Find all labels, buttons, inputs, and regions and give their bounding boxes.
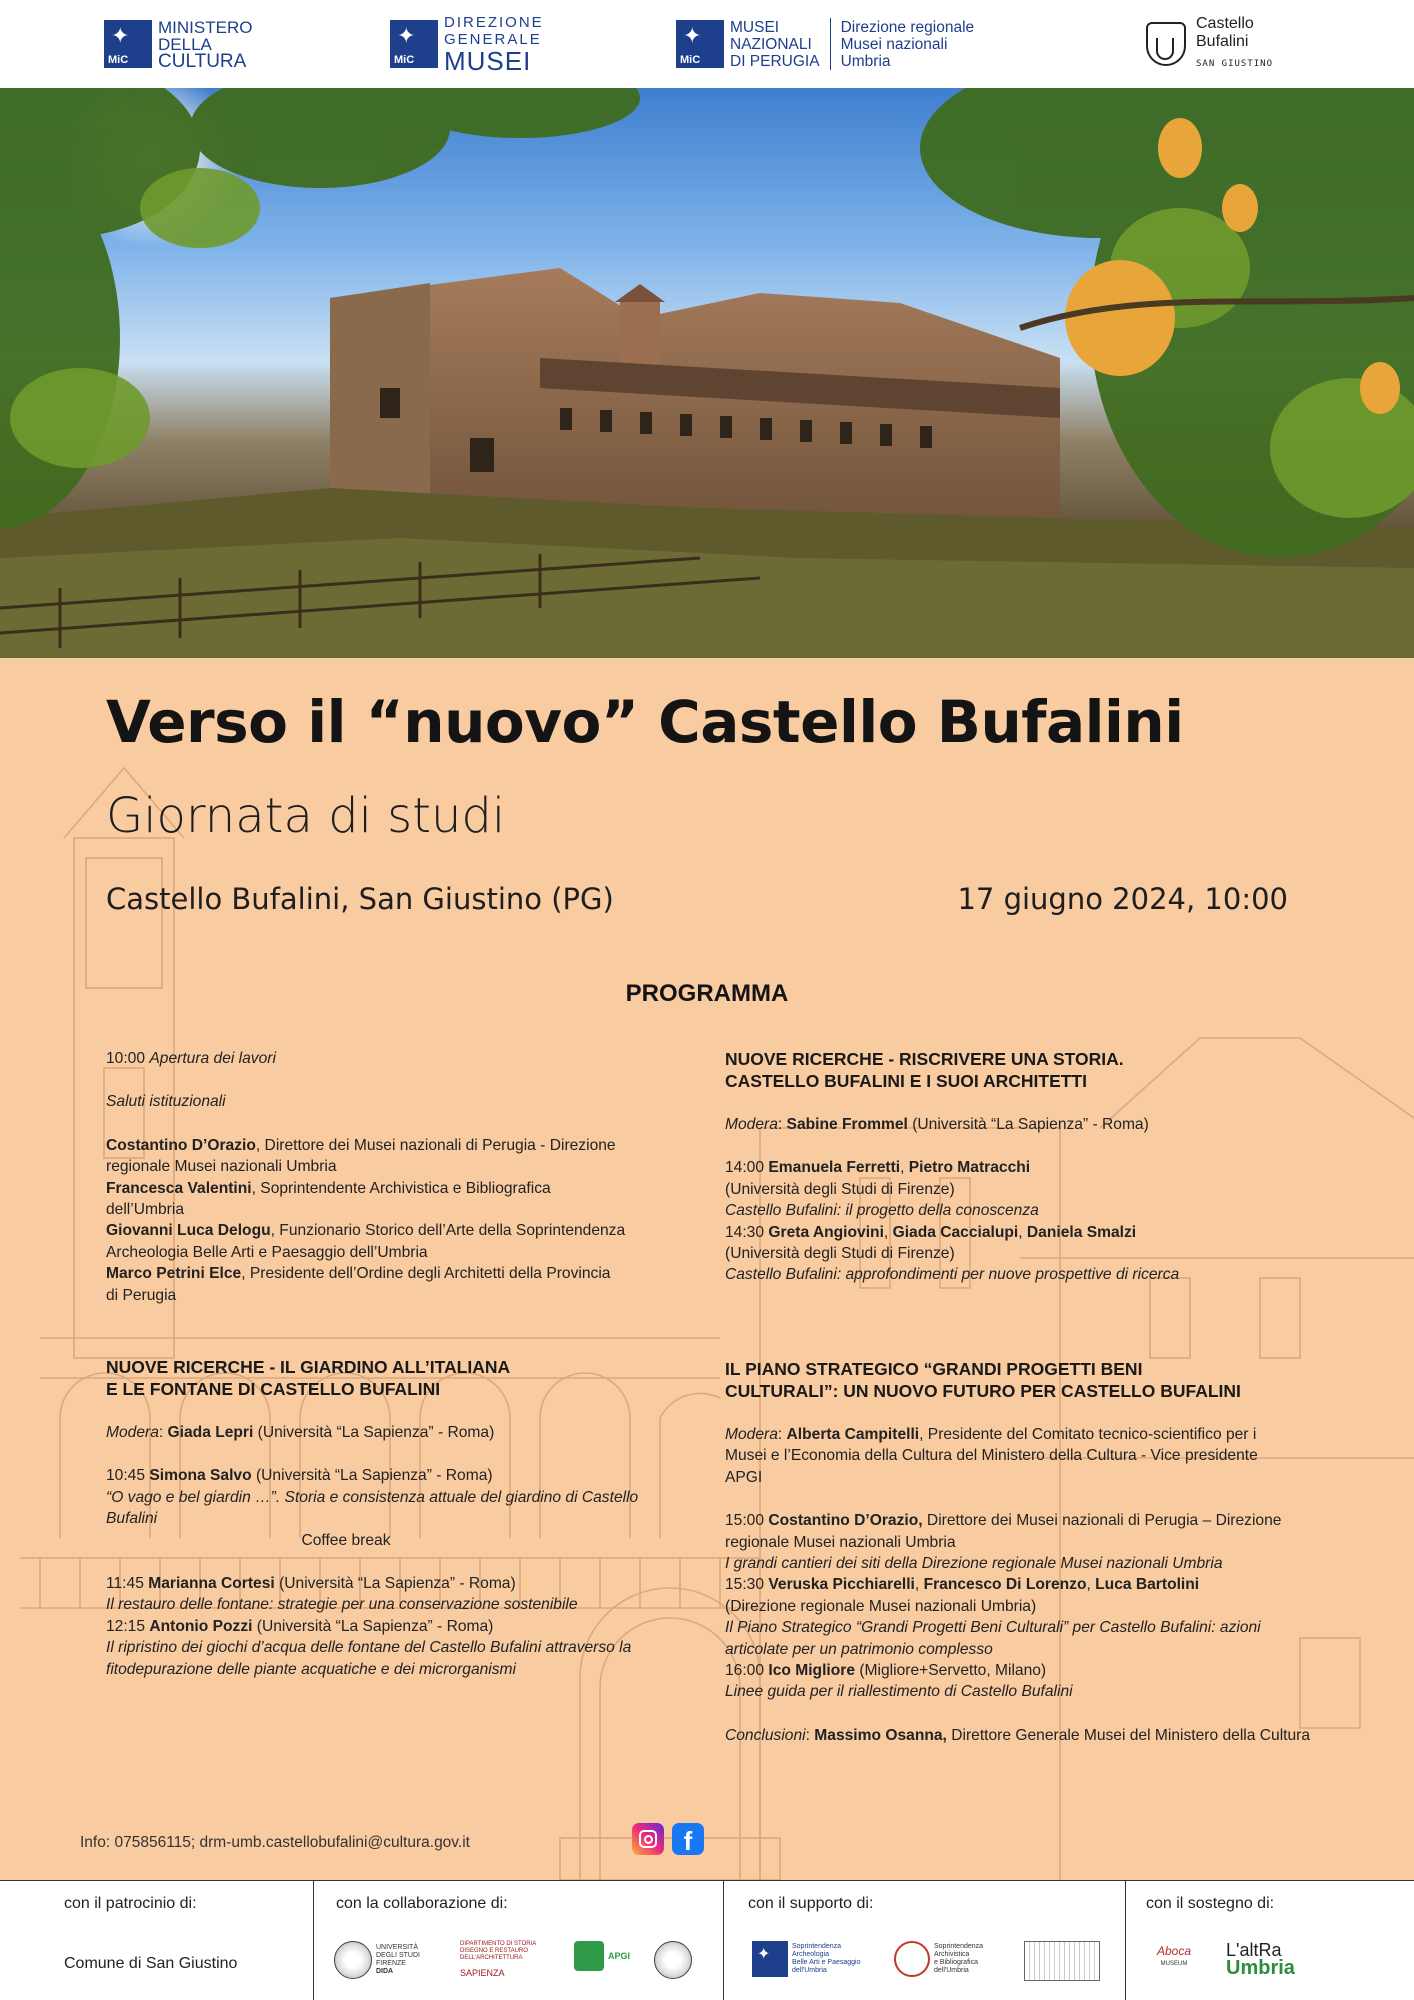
soprintendenza-ab-logo: Soprintendenza Archivistica e Bibliografica dell'Umbria xyxy=(894,1941,983,1977)
talk-title: “O vago e bel giardin …”. Storia e consistenza attuale del giardino di Castello Bufalini xyxy=(106,1488,639,1528)
apgi-logo: APGI xyxy=(574,1941,630,1971)
aboca-logo: Aboca MUSEUM xyxy=(1156,1944,1192,1967)
talk-title: Il Piano Strategico “Grandi Progetti Beni Culturali” per Castello Bufalini: azioni articolate per un patrimonio complesso xyxy=(725,1619,1261,1658)
sapienza-logo: DIPARTIMENTO DI STORIA DISEGNO E RESTAURO DELL'ARCHITETTURA SAPIENZA xyxy=(460,1941,537,1978)
direzione-musei-logo: ✦ MiC DIREZIONE GENERALE MUSEI xyxy=(390,14,544,74)
crest-icon xyxy=(654,1941,692,1979)
talk-item: 15:30 Veruska Picchiarelli, Francesco Di Lorenzo, Luca Bartolini xyxy=(725,1576,1200,1594)
section-title: NUOVE RICERCHE - RISCRIVERE UNA STORIA. xyxy=(725,1049,1124,1069)
section-title: NUOVE RICERCHE - IL GIARDINO ALL’ITALIANA xyxy=(106,1357,511,1377)
sponsors-footer xyxy=(0,1880,1414,2000)
apgi-mark-icon xyxy=(574,1941,604,1971)
opening-line: 10:00 Apertura dei lavori xyxy=(106,1050,276,1067)
mic-star-icon: ✦ MiC xyxy=(390,20,438,68)
castello-emblem-icon xyxy=(1146,22,1186,66)
mic-star-icon: ✦ xyxy=(752,1941,788,1977)
mic-star-icon: ✦ MiC xyxy=(676,20,724,68)
talk-title: Castello Bufalini: approfondimenti per nuove prospettive di ricerca xyxy=(725,1266,1180,1284)
event-subtitle: Giornata di studi xyxy=(106,788,506,844)
speaker-item: Giovanni Luca Delogu, Funzionario Storico dell’Arte della Soprintendenza Archeologia Belle Arti e Paesaggio dell’Umbria xyxy=(106,1222,626,1261)
laltra-umbria-logo: L'altRa Umbria xyxy=(1226,1940,1295,1979)
moderator: Modera: Giada Lepri (Università “La Sapienza” - Roma) xyxy=(106,1424,495,1441)
speaker-item: Costantino D’Orazio, Direttore dei Musei nazionali di Perugia - Direzione regionale Musei nazionali Umbria xyxy=(106,1136,616,1176)
right-column-session-1 xyxy=(725,1048,1325,1286)
comune-name: Comune di San Giustino xyxy=(64,1955,238,1972)
section-title: CULTURALI”: UN NUOVO FUTURO PER CASTELLO BUFALINI xyxy=(725,1381,1241,1401)
talk-title: I grandi cantieri dei siti della Direzione regionale Musei nazionali Umbria xyxy=(725,1555,1223,1573)
supporto-cell: con il supporto di: ✦ Soprintendenza Archeologia Belle Arti e Paesaggio dell'Umbria Soprintendenza Archivistica e Bibliografica dell'Umbria xyxy=(724,1881,1126,2000)
talk-affiliation: (Università degli Studi di Firenze) xyxy=(725,1245,955,1263)
left-column-opening xyxy=(106,1048,626,1306)
instagram-icon[interactable] xyxy=(632,1823,664,1855)
programme-panel xyxy=(0,658,1414,1880)
programme-heading: PROGRAMMA xyxy=(625,980,789,1007)
greetings: Saluti istituzionali xyxy=(106,1093,226,1111)
left-column-session xyxy=(106,1356,666,1680)
section-title: CASTELLO BUFALINI E I SUOI ARCHITETTI xyxy=(725,1071,1087,1091)
section-title: IL PIANO STRATEGICO “GRANDI PROGETTI BENI xyxy=(725,1359,1143,1379)
speaker-item: Francesca Valentini, Soprintendente Archivistica e Bibliografica dell’Umbria xyxy=(106,1179,551,1219)
archive-mark-icon xyxy=(1024,1941,1100,1981)
talk-item: 15:00 Costantino D’Orazio, Direttore dei Musei nazionali di Perugia – Direzione regionale Musei nazionali Umbria xyxy=(725,1512,1282,1551)
section-title: E LE FONTANE DI CASTELLO BUFALINI xyxy=(106,1379,441,1399)
collaborazione-cell: con la collaborazione di: UNIVERSITÀ DEGLI STUDI FIRENZE DIDA DIPARTIMENTO DI STORIA DISEGNO E RESTAURO DELL'ARCHITETTURA SAPIENZA APGI xyxy=(314,1881,724,2000)
event-venue: Castello Bufalini, San Giustino (PG) xyxy=(106,882,614,916)
mic-star-icon: ✦ MiC xyxy=(104,20,152,68)
talk-title: Il restauro delle fontane: strategie per una conservazione sostenibile xyxy=(106,1596,578,1614)
right-column-session-2 xyxy=(725,1358,1325,1746)
event-date: 17 giugno 2024, 10:00 xyxy=(957,882,1288,916)
patrocinio-cell: con il patrocinio di: Comune di San Giustino xyxy=(0,1881,314,2000)
talk-item: 12:15 Antonio Pozzi (Università “La Sapienza” - Roma) xyxy=(106,1617,494,1635)
talk-item: 14:30 Greta Angiovini, Giada Caccialupi, Daniela Smalzi xyxy=(725,1223,1137,1241)
moderator: Modera: Alberta Campitelli, Presidente del Comitato tecnico-scientifico per i Musei e l’Economia della Cultura del Ministero della Cultura - Vice presidente APGI xyxy=(725,1426,1258,1486)
unifi-logo: UNIVERSITÀ DEGLI STUDI FIRENZE DIDA xyxy=(334,1941,420,1979)
talk-item: 10:45 Simona Salvo (Università “La Sapienza” - Roma) xyxy=(106,1467,493,1485)
talk-item: 14:00 Emanuela Ferretti, Pietro Matracchi xyxy=(725,1159,1031,1177)
talk-affiliation: (Università degli Studi di Firenze) xyxy=(725,1180,955,1198)
talk-title: Linee guida per il riallestimento di Castello Bufalini xyxy=(725,1683,1073,1701)
talk-item: 11:45 Marianna Cortesi (Università “La Sapienza” - Roma) xyxy=(106,1575,516,1593)
header-logos xyxy=(0,0,1414,88)
sab-mark-icon xyxy=(894,1941,930,1977)
castello-bufalini-logo: Castello Bufalini SAN GIUSTINO xyxy=(1146,14,1273,74)
coffee-break: Coffee break xyxy=(301,1531,391,1549)
ministero-cultura-logo: ✦ MiC MINISTERO DELLA CULTURA xyxy=(104,14,252,74)
contact-info: Info: 075856115; drm-umb.castellobufalini@cultura.gov.it xyxy=(80,1834,470,1851)
moderator: Modera: Sabine Frommel (Università “La Sapienza” - Roma) xyxy=(725,1116,1149,1133)
talk-title: Il ripristino dei giochi d’acqua delle fontane del Castello Bufalini attraverso la fitodepurazione delle piante acquatiche e dei microrganismi xyxy=(106,1639,632,1678)
sostegno-cell: con il sostegno di: Aboca MUSEUM L'altRa Umbria xyxy=(1146,1895,1295,1979)
soprintendenza-abap-logo: ✦ Soprintendenza Archeologia Belle Arti e Paesaggio dell'Umbria xyxy=(752,1941,861,1977)
musei-perugia-logo: ✦ MiC MUSEI NAZIONALI DI PERUGIA Direzione regionale Musei nazionali Umbria xyxy=(676,14,974,74)
event-title: Verso il “nuovo” Castello Bufalini xyxy=(106,688,1184,756)
conclusions: Conclusioni: Massimo Osanna, Direttore Generale Musei del Ministero della Cultura xyxy=(725,1726,1311,1744)
unifi-seal-icon xyxy=(334,1941,372,1979)
talk-affiliation: (Direzione regionale Musei nazionali Umbria) xyxy=(725,1597,1037,1615)
talk-title: Castello Bufalini: il progetto della conoscenza xyxy=(725,1202,1039,1220)
archive-logo xyxy=(1024,1941,1100,1981)
facebook-icon[interactable]: f xyxy=(672,1823,704,1855)
crest-logo xyxy=(654,1941,692,1979)
talk-item: 16:00 Ico Migliore (Migliore+Servetto, Milano) xyxy=(725,1662,1047,1680)
castle-photo xyxy=(0,88,1414,658)
speaker-item: Marco Petrini Elce, Presidente dell’Ordine degli Architetti della Provincia di Perugia xyxy=(106,1265,611,1304)
